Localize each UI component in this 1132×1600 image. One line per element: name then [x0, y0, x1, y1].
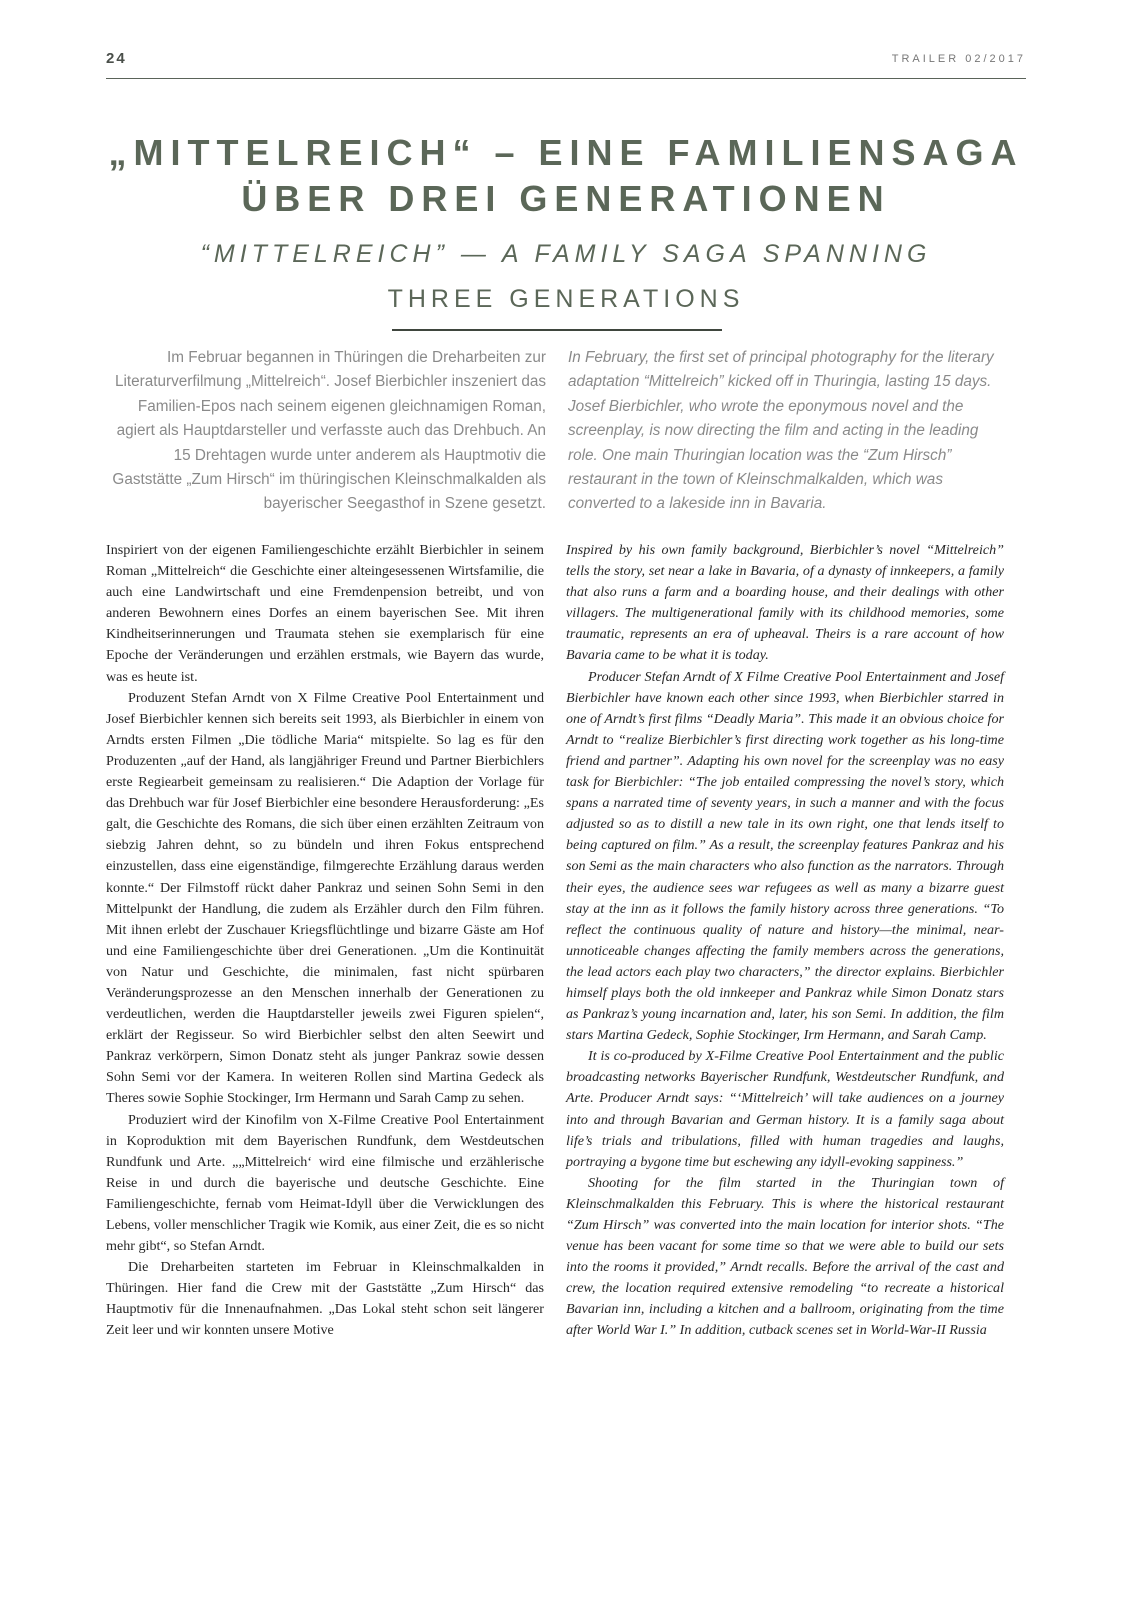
page-header [106, 50, 1026, 79]
paragraph-de-2: Produzent Stefan Arndt von X Filme Creative Pool Entertainment und Josef Bierbichler kennen sich bereits seit 1993, als Bierbichler in einem von Arndts ersten Filmen „Die tödliche Maria“ mitspielte. So lag es für den Produzenten „auf der Hand, als langjähriger Freund und Partner Bierbichlers erste Regiearbeit gemeinsam zu realisieren.“ Die Adaption der Vorlage für das Drehbuch war für Josef Bierbichler eine besondere Herausforderung: „Es galt, die Geschichte des Romans, die sich über einen erzählten Zeitraum von siebzig Jahren dehnt, so zu bündeln und ihren Fokus entsprechend einzustellen, dass eine eigenständige, filmgerechte Erzählung daraus werden konnte.“ Der Filmstoff rückt daher Pankraz und seinen Sohn Semi in den Mittelpunkt der Handlung, die zudem als Erzähler durch den Film führen. Mit ihnen erlebt der Zuschauer Kriegsflüchtlinge und bizarre Gäste am Hof und eine Familiengeschichte über drei Generationen. „Um die Kontinuität von Natur und Geschichte, die minimalen, fast nicht spürbaren Veränderungsprozesse an den Menschen innerhalb der Generationen zu verdeutlichen, werden die Hauptdarsteller jeweils zwei Figuren spielen“, erklärt der Regisseur. So wird Bierbichler selbst den alten Seewirt und Pankraz verkörpern, Simon Donatz steht als junger Pankraz sowie dessen Sohn Semi vor der Kamera. In weiteren Rollen sind Martina Gedeck als Theres sowie Sophie Stockinger, Irm Hermann und Sarah Camp zu sehen. [106, 689, 544, 1107]
lead-english: In February, the first set of principal photography for the literary adaptation “Mittelreich” kicked off in Thuringia, lasting 15 days. Josef Bierbichler, who wrote the eponymous novel and the screenplay, is now directing the film and acting in the leading role. One main Thuringian location was the “Zum Hirsch” restaurant in the town of Kleinschmalkalden, which was converted to a lakeside inn in Bavaria. [568, 349, 994, 513]
title-divider [392, 329, 722, 331]
body-column-german [106, 540, 544, 1342]
paragraph-de-3: Produziert wird der Kinofilm von X-Filme Creative Pool Entertainment in Koproduktion mit dem Bayerischen Rundfunk, dem Westdeutschen Rundfunk und Arte. „„Mittelreich‘ wird eine filmische und erzählerische Reise in und durch die bayerische und deutsche Geschichte. Eine Familiengeschichte, fernab vom Heimat-Idyll über die Verwicklungen des Lebens, voller menschlicher Tragik wie Komik, aus einer Zeit, die es so nicht mehr gibt“, so Stefan Arndt. [106, 1111, 544, 1255]
title-german-line-2: ÜBER DREI GENERATIONEN [241, 178, 891, 219]
page-number: 24 [106, 50, 127, 67]
paragraph-en-2: Producer Stefan Arndt of X Filme Creative Pool Entertainment and Josef Bierbichler have known each other since 1993, when Bierbichler starred in one of Arndt’s first films “Deadly Maria”. This made it an obvious choice for Arndt to “realize Bierbichler’s first directing work together as his long-time friend and partner”. Adapting his own novel for the screenplay was no easy task for Bierbichler: “The job entailed compressing the novel’s story, which spans a narrated time of seventy years, in such a manner and with the focus adjusted so as to distill a new tale in its own right, one that lends itself to being captured on film.” As a result, the screenplay features Pankraz and his son Semi as the main characters who also function as the narrators. Through their eyes, the audience sees war refugees as well as many a bizarre guest stay at the inn as it follows the family history across three generations. “To reflect the continuous quality of nature and history—the minimal, near-unnoticeable changes affecting the family members across the generations, the lead actors each play two characters,” the director explains. Bierbichler himself plays both the old innkeeper and Pankraz while Simon Donatz stars as Pankraz’s young incarnation and, later, his son Semi. In addition, the film stars Martina Gedeck, Sophie Stockinger, Irm Hermann, and Sarah Camp. [566, 668, 1004, 1044]
title-german [60, 130, 1072, 222]
title-english-line-2: THREE GENERATIONS [387, 285, 745, 313]
paragraph-en-4: Shooting for the film started in the Thuringian town of Kleinschmalkalden this February. This is where the historical restaurant “Zum Hirsch” was converted into the main location for interior shots. “The venue has been vacant for some time so that we were able to build our sets into the rooms it provided,” Arndt recalls. Before the arrival of the cast and crew, the location required extensive remodeling “to recreate a historical Bavarian inn, including a kitchen and a ballroom, originating from the time after World War I.” In addition, cutback scenes set in World-War-II Russia [566, 1174, 1004, 1339]
title-english [60, 232, 1072, 322]
paragraph-en-3: It is co-produced by X-Filme Creative Pool Entertainment and the public broadcasting networks Bayerischer Rundfunk, Westdeutscher Rundfunk, and Arte. Producer Arndt says: “‘Mittelreich’ will take audiences on a journey into and through Bavarian and German history. It is a family saga about life’s trials and tribulations, filled with human tragedies and laughs, portraying a bygone time but eschewing any idyll-evoking sappiness.” [566, 1048, 1004, 1170]
title-german-line-1: „MITTELREICH“ – EINE FAMILIENSAGA [108, 132, 1024, 173]
issue-label: TRAILER 02/2017 [891, 53, 1026, 65]
title-english-line-1: “MITTELREICH” — A FAMILY SAGA SPANNING [200, 240, 932, 268]
lead-german: Im Februar begannen in Thüringen die Dreharbeiten zur Literaturverfilmung „Mittelreich“. Josef Bierbichler inszeniert das Familien-Epos nach seinem eigenen gleichnamigen Roman, agiert als Hauptdarsteller und verfasste auch das Drehbuch. An 15 Drehtagen wurde unter anderem als Hauptmotiv die Gaststätte „Zum Hirsch“ im thüringischen Kleinschmalkalden als bayerischer Seegasthof in Szene gesetzt. [112, 349, 546, 513]
paragraph-de-1: Inspiriert von der eigenen Familiengeschichte erzählt Bierbichler in seinem Roman „Mittelreich“ die Geschichte einer alteingesessenen Wirtsfamilie, die auch eine Landwirtschaft und eine Fremdenpension betreibt, und von anderen Bewohnern eines Dorfes an einem bayerischen See. Mit ihren Kindheitserinnerungen und Traumata stehen sie exemplarisch für eine Epoche der Veränderungen und erzählen erstmals, wie Bayern das wurde, was es heute ist. [106, 542, 544, 685]
paragraph-en-1: Inspired by his own family background, Bierbichler’s novel “Mittelreich” tells the story, set near a lake in Bavaria, of a dynasty of innkeepers, a family that also runs a farm and a boarding house, and their dealings with other villagers. The multigenerational family with its childhood memories, some traumatic, represents an era of upheaval. Theirs is a rare account of how Bavaria came to be what it is today. [566, 542, 1004, 664]
body-column-english [566, 540, 1004, 1342]
paragraph-de-4: Die Dreharbeiten starteten im Februar in Kleinschmalkalden in Thüringen. Hier fand die Crew mit der Gaststätte „Zum Hirsch“ das Hauptmotiv für die Innenaufnahmen. „Das Lokal steht schon seit längerer Zeit leer und wir konnten unsere Motive [106, 1259, 544, 1339]
